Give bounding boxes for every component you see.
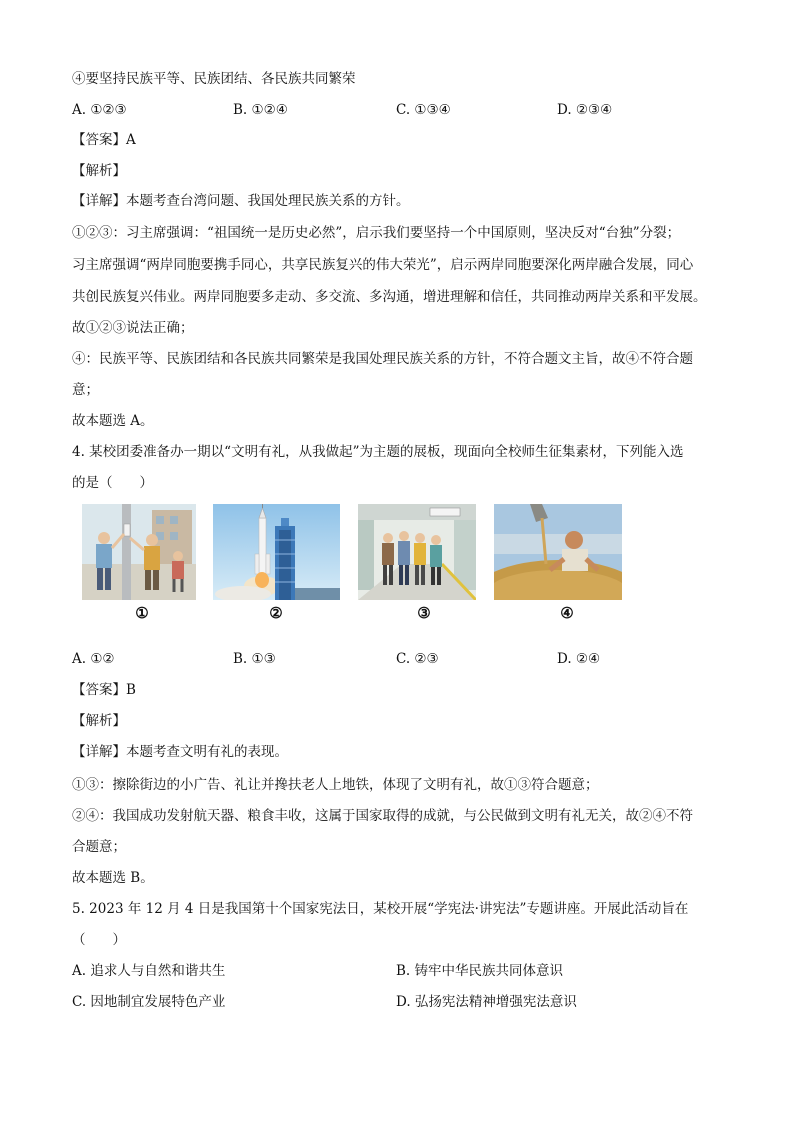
q3-item-4: ④要坚持民族平等、民族团结、各民族共同繁荣 (72, 71, 356, 87)
q4-explanation-line-3: 合题意； (72, 839, 126, 855)
q4-answer: 【答案】B (72, 682, 136, 698)
q4-caption-2: ② (269, 604, 283, 622)
q4-option-c: C. ②③ (396, 651, 439, 667)
q4-caption-1: ① (135, 604, 149, 622)
q4-option-b: B. ①③ (233, 651, 276, 667)
q3-conclusion: 故本题选 A。 (72, 413, 154, 429)
q3-explanation-line-2: 习主席强调“两岸同胞要携手同心，共享民族复兴的伟大荣光”，启示两岸同胞要深化两岸融合发展，同心 (72, 257, 694, 273)
q4-option-d: D. ②④ (557, 651, 601, 667)
q3-explanation-line-5: ④：民族平等、民族团结和各民族共同繁荣是我国处理民族关系的方针，不符合题文主旨，故④不符合题 (72, 351, 693, 367)
q3-explanation-line-3: 共创民族复兴伟业。两岸同胞要多走动、多交流、多沟通，增进理解和信任，共同推动两岸关系和平发展。 (72, 289, 707, 305)
q4-caption-4: ④ (560, 604, 574, 622)
q3-explanation-line-4: 故①②③说法正确； (72, 320, 194, 336)
q4-detail: 【详解】本题考查文明有礼的表现。 (72, 744, 288, 760)
q4-conclusion: 故本题选 B。 (72, 870, 154, 886)
q5-stem-line-1: 5. 2023 年 12 月 4 日是我国第十个国家宪法日，某校开展“学宪法·讲宪法”专题讲座。开展此活动旨在 (72, 901, 689, 917)
q4-picture-4-grain-harvest (494, 504, 622, 600)
q5-option-a: A. 追求人与自然和谐共生 (72, 963, 226, 979)
q4-picture-1-cleaning-ads (82, 504, 196, 600)
q4-picture-3-subway-help (358, 504, 476, 600)
q3-option-b: B. ①②④ (233, 102, 288, 118)
q4-option-a: A. ①② (72, 651, 115, 667)
q4-caption-3: ③ (417, 604, 431, 622)
q4-stem-line-1: 4. 某校团委准备办一期以“文明有礼，从我做起”为主题的展板，现面向全校师生征集素材，下列能入选 (72, 444, 684, 460)
q4-analysis-label: 【解析】 (72, 713, 126, 729)
q5-option-c: C. 因地制宜发展特色产业 (72, 994, 226, 1010)
q3-option-c: C. ①③④ (396, 102, 451, 118)
q3-explanation-line-6: 意； (72, 382, 99, 398)
q4-explanation-line-1: ①③：擦除街边的小广告、礼让并搀扶老人上地铁，体现了文明有礼，故①③符合题意； (72, 777, 599, 793)
q4-stem-line-2: 的是（ ） (72, 475, 153, 491)
q4-explanation-line-2: ②④：我国成功发射航天器、粮食丰收，这属于国家取得的成就，与公民做到文明有礼无关，故②④不符 (72, 808, 693, 824)
q3-explanation-line-1: ①②③：习主席强调：“祖国统一是历史必然”，启示我们要坚持一个中国原则，坚决反对“台独”分裂； (72, 225, 681, 241)
q4-picture-2-rocket-launch (213, 504, 340, 600)
q5-option-d: D. 弘扬宪法精神增强宪法意识 (396, 994, 577, 1010)
q3-analysis-label: 【解析】 (72, 163, 126, 179)
q3-option-d: D. ②③④ (557, 102, 613, 118)
q5-stem-line-2: （ ） (72, 932, 126, 948)
q3-answer: 【答案】A (72, 132, 136, 148)
q5-option-b: B. 铸牢中华民族共同体意识 (396, 963, 564, 979)
q3-option-a: A. ①②③ (72, 102, 127, 118)
q3-detail: 【详解】本题考查台湾问题、我国处理民族关系的方针。 (72, 193, 410, 209)
